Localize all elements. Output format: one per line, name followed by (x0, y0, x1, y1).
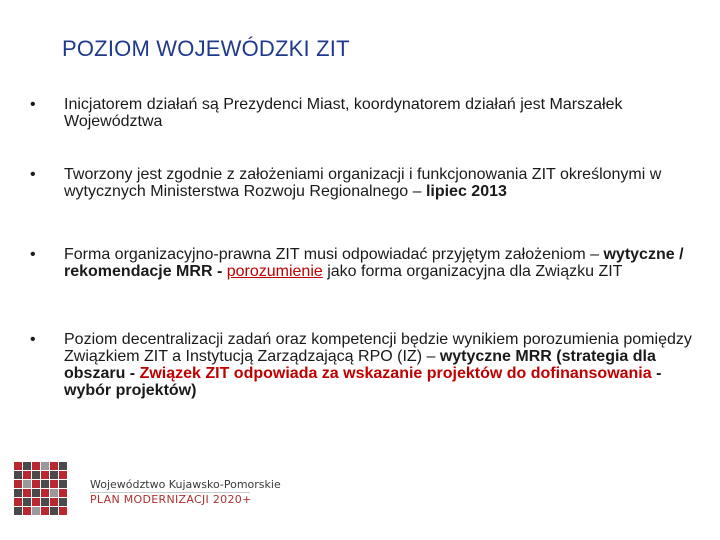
mosaic-logo-icon (14, 462, 72, 520)
bullet-text (64, 96, 622, 130)
text-segment: wytyczne / rekomendacje MRR - (64, 246, 684, 280)
bullet-item (30, 166, 695, 200)
bullet-item (30, 246, 695, 280)
bullet-text (64, 166, 661, 200)
bullet-text (64, 331, 692, 399)
text-segment: jako forma organizacyjna dla Związku ZIT (322, 263, 623, 280)
logo-region-name: Województwo Kujawsko-Pomorskie (90, 478, 281, 491)
text-segment: Poziom decentralizacji zadań oraz kompetencji będzie wynikiem porozumienia pomiędzy Związkiem ZIT a Instytucją Zarządzającą RPO (IZ) – (64, 331, 692, 365)
text-segment: lipiec 2013 (425, 183, 507, 200)
page-title: POZIOM WOJEWÓDZKI ZIT (62, 36, 350, 61)
logo-plan-name: PLAN MODERNIZACJI 2020+ (90, 493, 252, 506)
logo-tiles (14, 462, 67, 515)
text-segment: - wybór projektów) (64, 365, 662, 399)
text-segment: wytyczne MRR (strategia dla obszaru - (64, 348, 656, 382)
bullet-dot: • (30, 246, 36, 263)
text-segment: porozumienie (226, 263, 323, 280)
bullet-text (64, 246, 684, 280)
bullet-item (30, 96, 695, 130)
bullet-dot: • (30, 96, 36, 113)
bullet-dot: • (30, 166, 36, 183)
text-segment: Związek ZIT odpowiada za wskazanie projektów do dofinansowania (139, 365, 652, 382)
text-segment: Tworzony jest zgodnie z założeniami organizacji i funkcjonowania ZIT określonymi w wytycznych Ministerstwa Rozwoju Regionalnego – (64, 166, 662, 200)
text-segment: Inicjatorem działań są Prezydenci Miast, koordynatorem działań jest Marszałek Województwa (64, 96, 623, 130)
bullet-item (30, 331, 695, 399)
text-segment: Forma organizacyjno-prawna ZIT musi odpowiadać przyjętym założeniom – (64, 246, 604, 263)
region-logo (14, 462, 281, 522)
bullet-dot: • (30, 331, 36, 348)
